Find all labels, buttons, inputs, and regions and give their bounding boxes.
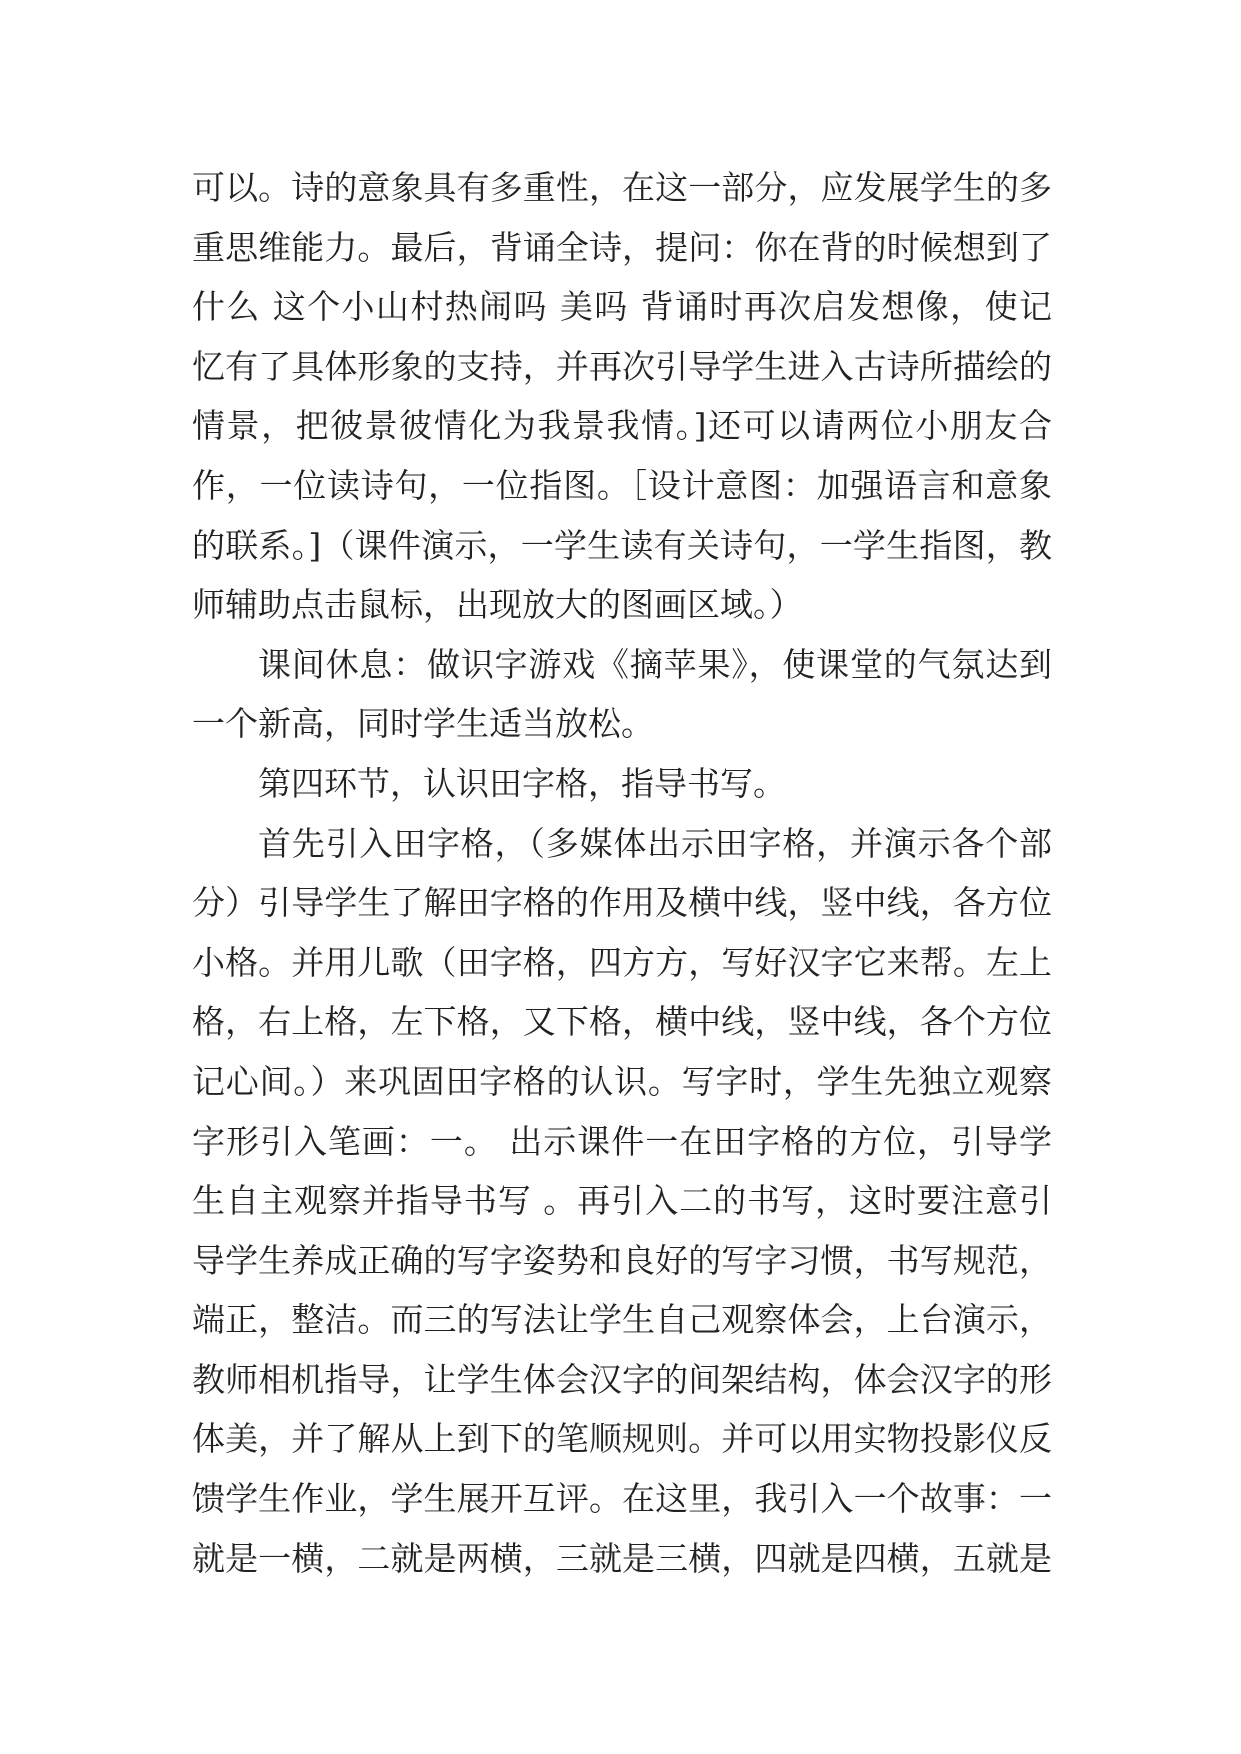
text-line: 作，一位读诗句，一位指图。［设计意图：加强语言和意象 [192, 465, 1052, 505]
text-line: 什么 这个小山村热闹吗 美吗 背诵时再次启发想像，使记 [192, 287, 1052, 327]
text-line: 字形引入笔画：一。 出示课件一在田字格的方位，引导学 [192, 1121, 1052, 1161]
text-line: 导学生养成正确的写字姿势和良好的写字习惯，书写规范， [192, 1240, 1052, 1280]
text-line: 记心间。）来巩固田字格的认识。写字时，学生先独立观察 [192, 1061, 1052, 1101]
text-line: 的联系。]（课件演示，一学生读有关诗句，一学生指图，教 [192, 525, 1052, 565]
text-line: 生自主观察并指导书写 。再引入二的书写，这时要注意引 [192, 1181, 1052, 1221]
text-line: 格，右上格，左下格，又下格，横中线，竖中线，各个方位 [192, 1002, 1052, 1042]
body-text [192, 158, 1052, 1588]
text-line: 端正，整洁。而三的写法让学生自己观察体会，上台演示， [192, 1300, 1052, 1340]
paragraph-start-line: 首先引入田字格，（多媒体出示田字格，并演示各个部 [258, 823, 1052, 863]
text-line: 一个新高，同时学生适当放松。 [192, 704, 654, 744]
paragraph-start-line: 第四环节，认识田字格，指导书写。 [258, 763, 786, 803]
text-line: 馈学生作业，学生展开互评。在这里，我引入一个故事：一 [192, 1479, 1052, 1519]
paragraph-start-line: 课间休息：做识字游戏《摘苹果》，使课堂的气氛达到 [258, 644, 1052, 684]
text-line: 师辅助点击鼠标，出现放大的图画区域。） [192, 585, 803, 625]
text-line: 可以。诗的意象具有多重性，在这一部分，应发展学生的多 [192, 168, 1052, 207]
text-line: 小格。并用儿歌（田字格，四方方，写好汉字它来帮。左上 [192, 942, 1052, 982]
text-line: 教师相机指导，让学生体会汉字的间架结构，体会汉字的形 [192, 1359, 1052, 1399]
text-line: 重思维能力。最后，背诵全诗，提问：你在背的时候想到了 [192, 227, 1052, 267]
text-line: 忆有了具体形象的支持，并再次引导学生进入古诗所描绘的 [192, 346, 1052, 386]
text-line: 情景，把彼景彼情化为我景我情。]还可以请两位小朋友合 [192, 406, 1052, 446]
text-line: 分）引导学生了解田字格的作用及横中线，竖中线，各方位 [192, 883, 1052, 923]
text-line: 就是一横，二就是两横，三就是三横，四就是四横，五就是 [192, 1538, 1052, 1578]
text-line: 体美，并了解从上到下的笔顺规则。并可以用实物投影仪反 [192, 1419, 1052, 1459]
